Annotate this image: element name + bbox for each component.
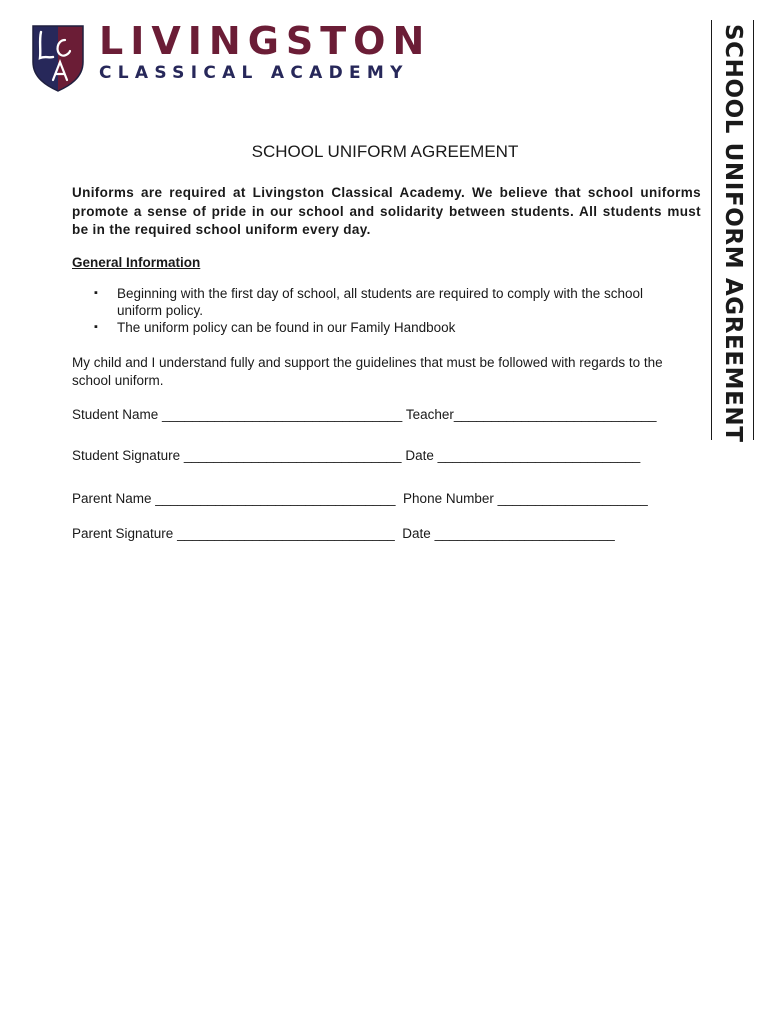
- parent-signature-date-fields[interactable]: Parent Signature _____________________________ Date ________________________: [72, 526, 615, 541]
- page-title: SCHOOL UNIFORM AGREEMENT: [251, 142, 519, 161]
- agreement-statement: My child and I understand fully and support the guidelines that must be followed with regards to the school uniform.: [72, 355, 663, 388]
- student-name-teacher-fields[interactable]: Student Name ________________________________ Teacher___________________________: [72, 407, 657, 422]
- general-information-heading: General Information: [72, 255, 201, 270]
- side-banner: [711, 20, 754, 443]
- school-crest-logo: [31, 24, 85, 92]
- intro-paragraph: Uniforms are required at Livingston Classical Academy. We believe that school uniforms promote a sense of pride in our school and solidarity between students. All students must be in the required school uniform every day.: [72, 185, 701, 237]
- list-item: ▪ Beginning with the first day of school, all students are required to comply with the school uniform policy.: [92, 285, 662, 319]
- general-information-list: [92, 285, 662, 336]
- side-banner-text: SCHOOL UNIFORM AGREEMENT: [720, 24, 746, 443]
- student-signature-date-fields[interactable]: Student Signature _____________________________ Date ___________________________: [72, 448, 641, 463]
- logo-subtitle: CLASSICAL ACADEMY: [99, 63, 409, 83]
- list-item: ▪ The uniform policy can be found in our Family Handbook: [92, 319, 662, 336]
- parent-name-phone-fields[interactable]: Parent Name ________________________________ Phone Number ____________________: [72, 491, 648, 506]
- logo-name: LIVINGSTON: [99, 19, 432, 63]
